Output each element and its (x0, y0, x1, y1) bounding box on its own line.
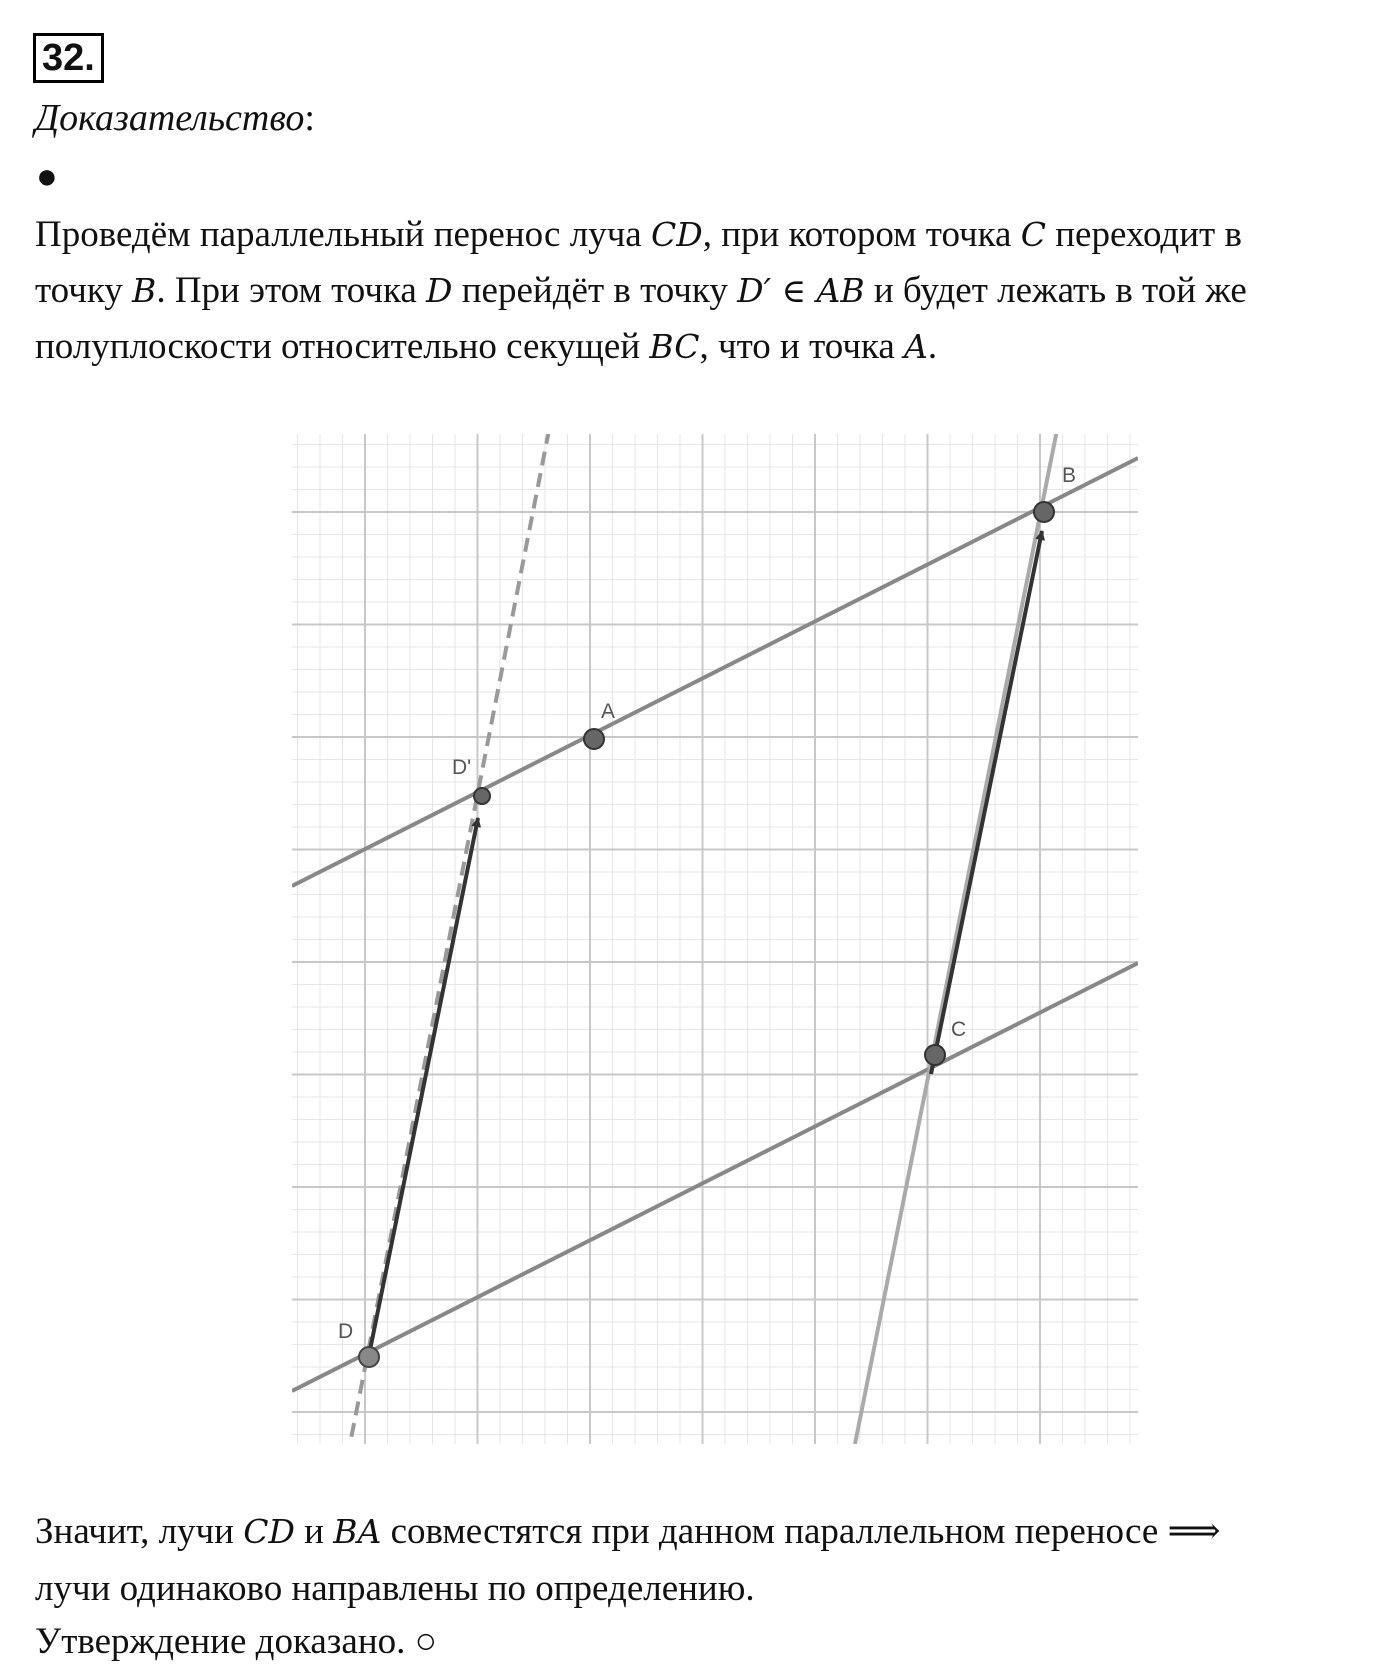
conclusion-line-3: Утверждение доказано. ○ (35, 1621, 437, 1662)
text-run: Проведём параллельный перенос луча (35, 214, 651, 255)
math-run: D′ ∈ AB (737, 271, 865, 310)
problem-number: 32. (33, 33, 104, 83)
point-D (359, 1347, 379, 1367)
math-run: D (426, 271, 453, 310)
text-run: точку (35, 270, 133, 311)
point-C (925, 1045, 945, 1065)
label-C: C (951, 1018, 967, 1041)
label-A: A (601, 700, 616, 723)
text-run: и будет лежать в той же (864, 270, 1247, 311)
conclusion-line-2: лучи одинаково направлены по определению. (35, 1568, 755, 1609)
text-run: , при котором точка (702, 214, 1021, 255)
math-run: CD (650, 215, 703, 254)
text-run: . (927, 326, 938, 367)
point-D-prime (474, 788, 490, 804)
math-run: BC (649, 327, 700, 366)
proof-heading-colon: : (304, 97, 315, 139)
intro-line-2 (35, 262, 1247, 319)
line-BA (292, 458, 1138, 886)
math-run: C (1020, 215, 1046, 254)
label-B: B (1062, 464, 1077, 487)
text-run: и (294, 1511, 334, 1552)
text-run: , что и точка (699, 326, 905, 367)
text-run: Значит, лучи (35, 1511, 244, 1552)
text-run: . При этом точка (156, 270, 427, 311)
intro-line-1 (35, 206, 1242, 263)
intro-line-3 (35, 318, 937, 375)
bullet-mark: ● (36, 156, 58, 196)
text-run: совместятся при данном параллельном переносе ⟹ (381, 1511, 1221, 1552)
line-DC (292, 963, 1138, 1391)
text-run: полуплоскости относительно секущей (35, 326, 650, 367)
proof-heading-text: Доказательство (35, 97, 305, 139)
label-D-prime: D' (452, 756, 472, 779)
math-run: A (904, 327, 928, 366)
math-run: B (132, 271, 157, 310)
math-run: BA (333, 1512, 382, 1551)
grid (292, 434, 1138, 1444)
proof-heading (35, 96, 315, 140)
text-run: переходит в (1045, 214, 1242, 255)
point-A (584, 729, 604, 749)
vector-C-to-B (931, 531, 1042, 1074)
point-B (1034, 502, 1054, 522)
text-run: перейдёт в точку (452, 270, 738, 311)
math-run: CD (243, 1512, 295, 1551)
vector-D-to-D-prime (369, 818, 478, 1355)
geometry-figure (292, 434, 1138, 1444)
conclusion-line-1 (35, 1503, 1221, 1560)
label-D: D (338, 1320, 354, 1343)
